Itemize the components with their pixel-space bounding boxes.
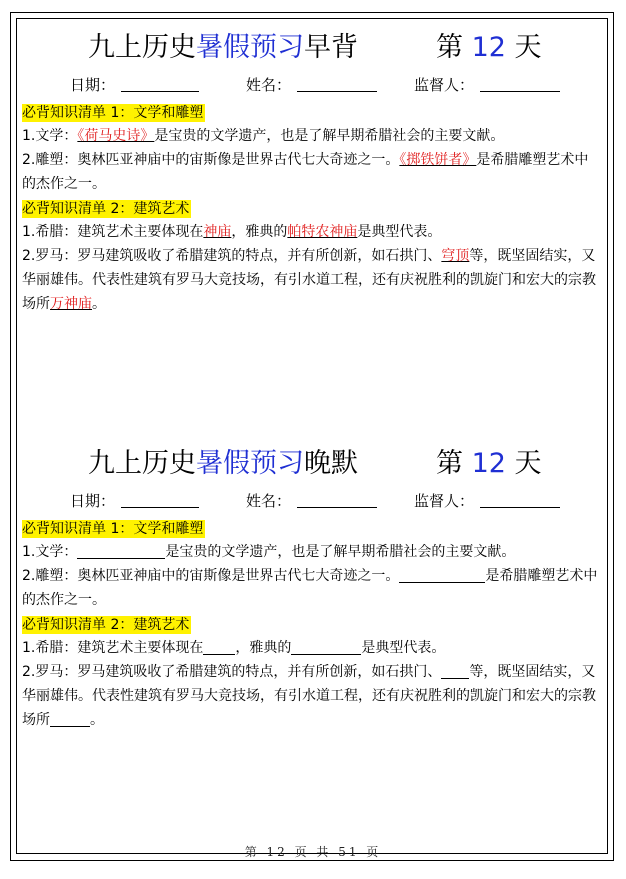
evening-title (22, 442, 604, 486)
morning-date-field[interactable]: 日期： (70, 70, 199, 100)
page-number-footer: 第 12 页 共 51 页 (244, 845, 382, 859)
fill-blank[interactable] (399, 565, 485, 583)
evening-literature-item: 1.文学： 是宝贵的文学遗产，也是了解早期希腊社会的主要文献。 (22, 540, 604, 564)
morning-literature-item: 1.文学：《荷马史诗》是宝贵的文学遗产，也是了解早期希腊社会的主要文献。 (22, 128, 505, 144)
evening-title-text: 九上历史暑假预习晚默 (88, 448, 358, 479)
evening-sculpture-item: 2.雕塑：奥林匹亚神庙中的宙斯像是世界古代七大奇迹之一。 是希腊雕塑艺术中的杰作之一。 (22, 564, 604, 612)
morning-list1-heading: 必背知识清单 1：文学和雕塑 (22, 105, 204, 121)
morning-greece-item: 1.希腊：建筑艺术主要体现在神庙，雅典的帕特农神庙是典型代表。 (22, 224, 442, 240)
fill-blank[interactable] (441, 661, 469, 679)
evening-name-field[interactable]: 姓名： (246, 486, 377, 516)
fill-blank[interactable] (77, 541, 165, 559)
evening-rome-item: 2.罗马：罗马建筑吸收了希腊建筑的特点，并有所创新，如石拱门、 等，既坚固结实，又华丽雄伟。代表性建筑有罗马大竞技场，有引水道工程，还有庆祝胜利的凯旋门和宏大的宗教场所 。 (22, 660, 604, 732)
morning-title-text: 九上历史暑假预习早背 (88, 32, 358, 63)
morning-name-field[interactable]: 姓名： (246, 70, 377, 100)
morning-title (22, 26, 604, 70)
evening-list2-heading: 必背知识清单 2：建筑艺术 (22, 617, 190, 633)
morning-section (22, 26, 604, 316)
fill-blank[interactable] (291, 637, 361, 655)
morning-rome-item: 2.罗马：罗马建筑吸收了希腊建筑的特点，并有所创新，如石拱门、穹顶等，既坚固结实，又华丽雄伟。代表性建筑有罗马大竞技场，有引水道工程，还有庆祝胜利的凯旋门和宏大的宗教场所万神庙。 (22, 248, 596, 312)
morning-supervisor-field[interactable]: 监督人： (414, 70, 560, 100)
morning-day-counter: 第 12 天 (436, 32, 542, 63)
fill-blank[interactable] (203, 637, 235, 655)
fill-blank[interactable] (50, 709, 90, 727)
evening-list1-heading: 必背知识清单 1：文学和雕塑 (22, 521, 204, 537)
evening-fields-row (22, 486, 604, 516)
evening-date-field[interactable]: 日期： (70, 486, 199, 516)
evening-day-counter: 第 12 天 (436, 448, 542, 479)
morning-sculpture-item: 2.雕塑：奥林匹亚神庙中的宙斯像是世界古代七大奇迹之一。《掷铁饼者》是希腊雕塑艺术中的杰作之一。 (22, 152, 589, 192)
evening-supervisor-field[interactable]: 监督人： (414, 486, 560, 516)
morning-list2-heading: 必背知识清单 2：建筑艺术 (22, 201, 190, 217)
evening-section (22, 442, 604, 732)
evening-greece-item: 1.希腊：建筑艺术主要体现在 ，雅典的 是典型代表。 (22, 636, 604, 660)
morning-fields-row (22, 70, 604, 100)
